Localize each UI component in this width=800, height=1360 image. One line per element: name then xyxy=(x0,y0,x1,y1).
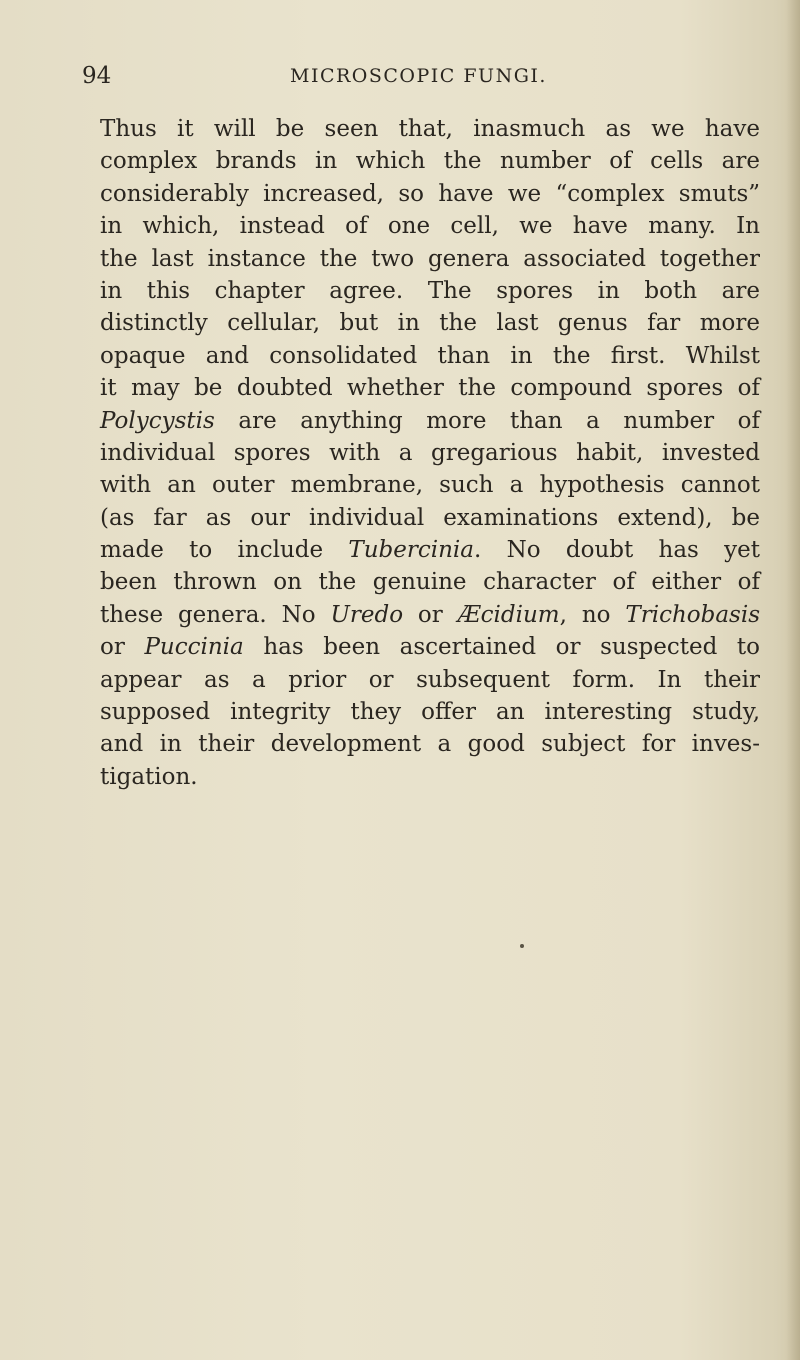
text-line-2: complex brands in which the number of cells are xyxy=(100,148,760,175)
text-line-12: with an outer membrane, such a hypothesis cannot xyxy=(100,472,760,499)
page-number: 94 xyxy=(82,63,112,89)
text-line-10: Polycystis are anything more than a number of xyxy=(100,407,760,434)
text-line-3: considerably increased, so have we “complex smuts” xyxy=(100,180,760,207)
text-line-1: Thus it will be seen that, inasmuch as we have xyxy=(100,116,760,142)
text-line-15: been thrown on the genuine character of either of xyxy=(100,569,760,596)
text-line-11: individual spores with a gregarious habit, invested xyxy=(100,439,760,466)
text-line-5: the last instance the two genera associated together xyxy=(100,245,760,272)
text-line-20: and in their development a good subject for inves- xyxy=(100,731,760,758)
body-paragraph xyxy=(100,113,760,793)
text-line-17: or Puccinia has been ascertained or suspected to xyxy=(100,634,760,661)
text-line-19: supposed integrity they offer an interesting study, xyxy=(100,699,760,726)
ink-speck xyxy=(520,944,524,948)
text-line-6: in this chapter agree. The spores in both are xyxy=(100,277,760,304)
text-line-13: (as far as our individual examinations extend), be xyxy=(100,504,760,531)
text-line-4: in which, instead of one cell, we have many. In xyxy=(100,213,760,240)
text-line-18: appear as a prior or subsequent form. In their xyxy=(100,666,760,693)
text-line-7: distinctly cellular, but in the last genus far more xyxy=(100,310,760,337)
running-head xyxy=(0,60,800,92)
text-line-8: opaque and consolidated than in the first. Whilst xyxy=(100,342,760,369)
text-line-16: these genera. No Uredo or Æcidium, no Trichobasis xyxy=(100,601,761,628)
page-edge-shadow xyxy=(786,0,800,1360)
running-head-title: MICROSCOPIC FUNGI. xyxy=(290,65,547,87)
text-line-14: made to include Tubercinia. No doubt has yet xyxy=(100,537,760,564)
text-line-21: tigation. xyxy=(100,763,198,790)
text-line-9: it may be doubted whether the compound spores of xyxy=(100,375,760,402)
